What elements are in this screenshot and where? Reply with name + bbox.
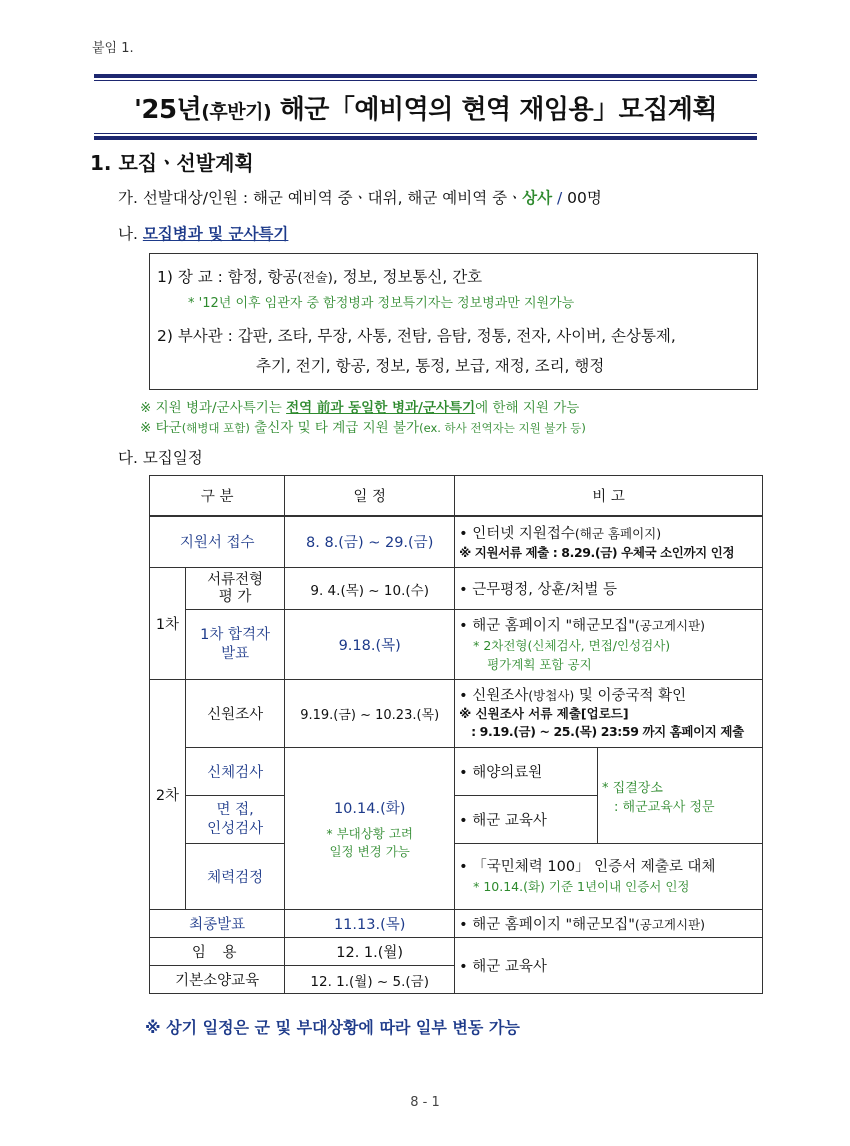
- header-category: 구 분: [150, 476, 285, 516]
- background-date: 9.19.(금) ~ 10.23.(목): [285, 680, 455, 748]
- basic-edu-label: 기본소양교육: [150, 966, 285, 994]
- appoint-remark: • 해군 교육사: [455, 938, 763, 994]
- appoint-date: 12. 1.(월): [285, 938, 455, 966]
- fitness-remark: • 「국민체력 100」 인증서 제출로 대체 * 10.14.(화) 기준 1년이내 인증서 인정: [455, 844, 763, 910]
- selection-target-line: 가. 선발대상/인원 : 해군 예비역 중ㆍ대위, 해군 예비역 중ㆍ상사 / 00명: [118, 189, 602, 207]
- background-label: 신원조사: [185, 680, 284, 748]
- table-header-row: [150, 476, 763, 516]
- stage1-label: 1차: [150, 568, 186, 680]
- branch-box: [149, 253, 758, 390]
- table-row: [150, 844, 763, 910]
- table-row: [150, 748, 763, 796]
- interview-date-cell: 10.14.(화) * 부대상황 고려 일정 변경 가능: [285, 748, 455, 910]
- pass1-date: 9.18.(목): [285, 610, 455, 680]
- title-banner: [94, 74, 757, 140]
- apply-remark: • 인터넷 지원접수(해군 홈페이지) ※ 지원서류 제출 : 8.29.(금) 우체국 소인까지 인정: [455, 516, 763, 568]
- final-remark: • 해군 홈페이지 "해군모집"(공고게시판): [455, 910, 763, 938]
- pass1-remark: • 해군 홈페이지 "해군모집"(공고게시판) * 2차전형(신체검사, 면접/인성검사) 평가계획 포함 공지: [455, 610, 763, 680]
- doc-eval-label: 서류전형 평 가: [185, 568, 284, 610]
- note-other-forces: ※ 타군(해병대 포함) 출신자 및 타 계급 지원 불가(ex. 하사 전역자는 지원 불가 등): [140, 420, 586, 436]
- pass1-label: 1차 합격자 발표: [185, 610, 284, 680]
- apply-date: 8. 8.(금) ~ 29.(금): [285, 516, 455, 568]
- basic-edu-date: 12. 1.(월) ~ 5.(금): [285, 966, 455, 994]
- page-title: '25년(후반기) 해군「예비역의 현역 재임용」모집계획: [133, 95, 718, 125]
- table-row: [150, 680, 763, 748]
- header-remarks: 비 고: [455, 476, 763, 516]
- interview-remark: • 해군 교육사: [455, 796, 598, 844]
- officer-line: 1) 장 교 : 함정, 항공(전술), 정보, 정보통신, 간호: [157, 268, 483, 286]
- section-heading: 1. 모집ㆍ선발계획: [90, 151, 254, 175]
- page-number: 8 - 1: [410, 1095, 440, 1110]
- fitness-label: 체력검정: [185, 844, 284, 910]
- table-row: [150, 938, 763, 966]
- doc-eval-remark: • 근무평정, 상훈/처벌 등: [455, 568, 763, 610]
- background-remark: • 신원조사(방첩사) 및 이중국적 확인 ※ 신원조사 서류 제출[업로드] : 9.19.(금) ~ 25.(목) 23:59 까지 홈페이지 제출: [455, 680, 763, 748]
- officer-note: * '12년 이후 임관자 중 함정병과 정보특기자는 정보병과만 지원가능: [188, 296, 575, 311]
- branch-heading: 나. 모집병과 및 군사특기: [118, 225, 289, 243]
- final-date: 11.13.(목): [285, 910, 455, 938]
- interview-label: 면 접, 인성검사: [185, 796, 284, 844]
- gathering-place: * 집결장소 : 해군교육사 정문: [598, 748, 763, 844]
- appoint-label: 임 용: [150, 938, 285, 966]
- nco-line-1: 2) 부사관 : 갑판, 조타, 무장, 사통, 전탐, 음탐, 정통, 전자, 사이버, 손상통제,: [157, 327, 676, 345]
- schedule-table: [149, 475, 763, 994]
- table-row: [150, 568, 763, 610]
- physical-label: 신체검사: [185, 748, 284, 796]
- table-row: [150, 610, 763, 680]
- header-schedule: 일 정: [285, 476, 455, 516]
- doc-eval-date: 9. 4.(목) ~ 10.(수): [285, 568, 455, 610]
- stage2-label: 2차: [150, 680, 186, 910]
- table-row: [150, 516, 763, 568]
- note-same-branch: ※ 지원 병과/군사특기는 전역 前과 동일한 병과/군사특기에 한해 지원 가능: [140, 400, 580, 416]
- final-label: 최종발표: [150, 910, 285, 938]
- apply-label: 지원서 접수: [150, 516, 285, 568]
- schedule-heading: 다. 모집일정: [118, 449, 203, 467]
- table-row: [150, 910, 763, 938]
- closing-note: ※ 상기 일정은 군 및 부대상황에 따라 일부 변동 가능: [145, 1018, 520, 1037]
- attachment-label: 붙임 1.: [92, 41, 134, 56]
- nco-line-2: 추기, 전기, 항공, 정보, 통정, 보급, 재정, 조리, 행정: [256, 357, 605, 375]
- physical-remark: • 해양의료원: [455, 748, 598, 796]
